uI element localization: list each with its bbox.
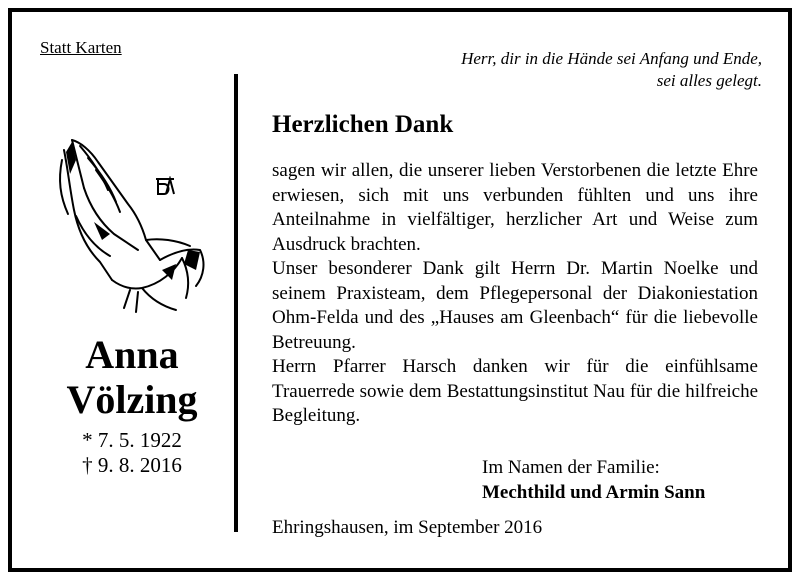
thanks-paragraph-1: sagen wir allen, die unserer lieben Verstorbenen die letzte Ehre erwiesen, sich mit uns verbunden fühlten und uns ihre Anteilnahme in vielfältiger, herzlicher Art und Weise zum Ausdruck brachten. — [272, 160, 758, 255]
signature-block — [482, 455, 705, 505]
signature-intro: Im Namen der Familie: — [482, 457, 660, 478]
thanks-heading: Herzlichen Dank — [272, 111, 454, 138]
place-and-date: Ehringshausen, im September 2016 — [272, 517, 543, 538]
motto-line-1: Herr, dir in die Hände sei Anfang und Ende, — [461, 49, 762, 68]
signature-names: Mechthild und Armin Sann — [482, 482, 706, 503]
thanks-paragraph-2: Unser besonderer Dank gilt Herrn Dr. Martin Noelke und seinem Praxisteam, dem Pflegepersonal der Diakoniestation Ohm-Felda und des „Hauses am Gleenbach“ für die liebevolle Betreuung. — [272, 258, 758, 353]
vertical-divider — [234, 74, 238, 532]
birth-date: * 7. 5. 1922 — [82, 428, 182, 452]
deceased-last-name: Völzing — [66, 377, 198, 422]
thanks-paragraph-3: Herrn Pfarrer Harsch danken wir für die einfühlsame Trauerrede sowie dem Bestattungsinstitut Nau für die hilfreiche Begleitung. — [272, 356, 758, 426]
deceased-name — [32, 332, 232, 422]
life-dates — [32, 428, 232, 478]
motto-line-2: sei alles gelegt. — [656, 71, 762, 90]
duerer-monogram-icon — [154, 176, 176, 196]
deceased-first-name: Anna — [85, 332, 179, 377]
praying-hands-icon — [50, 130, 210, 315]
motto-quote — [461, 48, 762, 92]
death-date: † 9. 8. 2016 — [82, 453, 182, 477]
obituary-card — [8, 8, 792, 572]
thanks-text — [272, 159, 758, 429]
statt-karten-label: Statt Karten — [40, 38, 122, 57]
